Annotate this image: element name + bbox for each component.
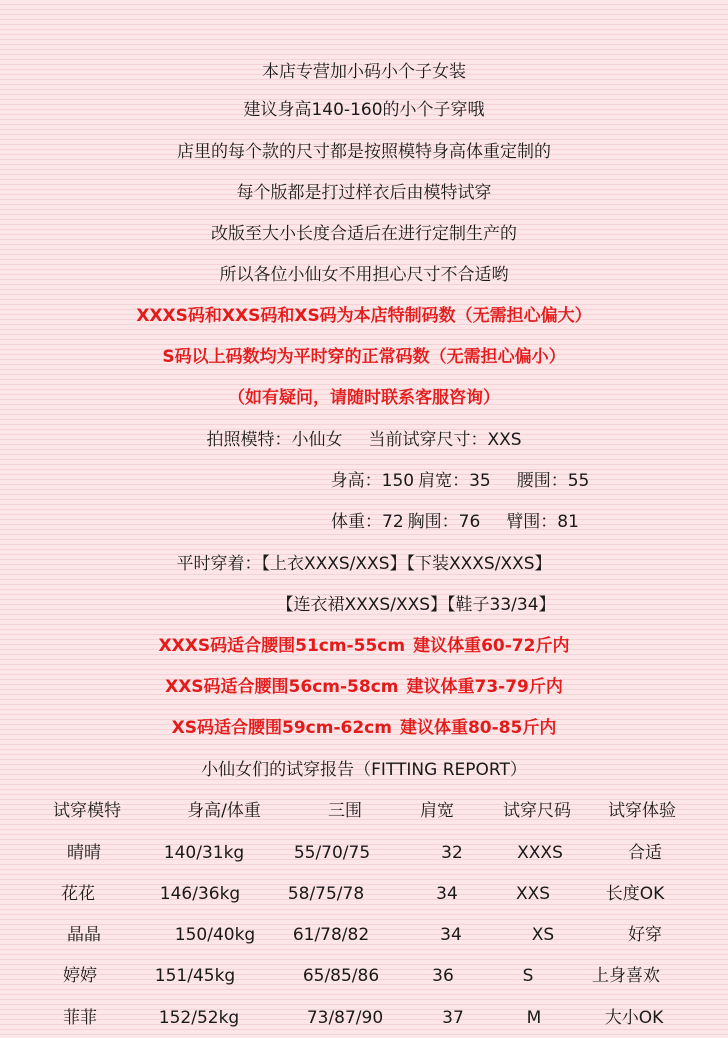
cell-shoulder: 34: [440, 925, 462, 945]
cell-model: 晶晶: [67, 925, 101, 945]
header-experience: 试穿体验: [608, 801, 676, 821]
size-guide-waist: XS码适合腰围59cm-62cm: [171, 718, 392, 738]
cell-experience: 好穿: [628, 925, 662, 945]
intro-line-2: 建议身高140-160的小个子穿哦: [243, 100, 485, 120]
cell-height-weight: 151/45kg: [154, 966, 236, 986]
cell-size: XS: [531, 925, 555, 945]
cell-shoulder: 36: [432, 966, 454, 986]
model-height: 身高：150: [330, 471, 415, 491]
cell-experience: 合适: [628, 843, 662, 863]
cell-height-weight: 152/52kg: [158, 1008, 240, 1028]
model-waist: 腰围：55: [516, 471, 590, 491]
model-size: 当前试穿尺寸：XXS: [368, 430, 522, 450]
cell-height-weight: 140/31kg: [163, 843, 245, 863]
cell-model: 花花: [61, 884, 95, 904]
cell-experience: 上身喜欢: [592, 966, 660, 986]
cell-measurements: 61/78/82: [292, 925, 370, 945]
size-guide-weight: 建议体重73-79斤内: [406, 677, 563, 697]
cell-model: 菲菲: [63, 1008, 97, 1028]
header-height-weight: 身高/体重: [187, 801, 261, 821]
report-title: 小仙女们的试穿报告（FITTING REPORT）: [201, 760, 527, 780]
model-weight: 体重：72: [331, 512, 404, 532]
cell-measurements: 73/87/90: [306, 1008, 384, 1028]
header-size: 试穿尺码: [503, 801, 571, 821]
cell-model: 晴晴: [67, 843, 101, 863]
cell-size: XXXS: [517, 843, 563, 863]
size-guide-weight: 建议体重80-85斤内: [399, 718, 557, 738]
cell-shoulder: 34: [436, 884, 458, 904]
header-measurements: 三围: [328, 801, 362, 821]
size-guide-xs: [0, 717, 728, 739]
size-guide-waist: XXXS码适合腰围51cm-55cm: [158, 636, 406, 656]
cell-measurements: 58/75/78: [287, 884, 365, 904]
intro-line-1: 本店专营加小码小个子女装: [262, 62, 466, 82]
size-guide-waist: XXS码适合腰围56cm-58cm: [165, 677, 399, 697]
model-chest: 胸围：76: [407, 512, 481, 532]
model-measure-line-2: [155, 511, 728, 533]
header-shoulder: 肩宽: [420, 801, 454, 821]
size-guide-xxxs: [0, 635, 728, 657]
model-usual-sizes: 平时穿着：【上衣XXXS/XXS】【下装XXXS/XXS】: [176, 554, 552, 574]
size-guide-xxs: [0, 676, 728, 698]
cell-size: S: [522, 966, 534, 986]
cell-size: M: [526, 1008, 542, 1028]
intro-line-3: 店里的每个款的尺寸都是按照模特身高体重定制的: [177, 142, 551, 162]
intro-line-6: 所以各位小仙女不用担心尺寸不合适哟: [219, 265, 509, 285]
model-usual-sizes-2: 【连衣裙XXXS/XXS】【鞋子33/34】: [276, 595, 556, 615]
cell-model: 婷婷: [63, 966, 97, 986]
cell-measurements: 55/70/75: [293, 843, 371, 863]
model-arm: 臂围：81: [506, 512, 579, 532]
model-measure-line-1: [160, 470, 728, 492]
header-model: 试穿模特: [53, 801, 121, 821]
cell-height-weight: 146/36kg: [159, 884, 241, 904]
notice-special-sizes: XXXS码和XXS码和XS码为本店特制码数（无需担心偏大）: [136, 306, 592, 326]
cell-experience: 长度OK: [605, 884, 665, 904]
notice-normal-sizes: S码以上码数均为平时穿的正常码数（无需担心偏小）: [162, 347, 566, 367]
cell-shoulder: 37: [442, 1008, 464, 1028]
cell-height-weight: 150/40kg: [174, 925, 256, 945]
cell-experience: 大小OK: [604, 1008, 664, 1028]
size-guide-weight: 建议体重60-72斤内: [413, 636, 570, 656]
model-info-line: [0, 429, 728, 451]
cell-size: XXS: [515, 884, 551, 904]
intro-line-4: 每个版都是打过样衣后由模特试穿: [236, 183, 492, 203]
intro-line-5: 改版至大小长度合适后在进行定制生产的: [211, 224, 517, 244]
notice-contact: （如有疑问，请随时联系客服咨询）: [228, 388, 500, 408]
cell-shoulder: 32: [441, 843, 463, 863]
cell-measurements: 65/85/86: [302, 966, 380, 986]
model-shoulder: 肩宽：35: [418, 471, 491, 491]
model-name: 拍照模特：小仙女: [206, 430, 343, 450]
